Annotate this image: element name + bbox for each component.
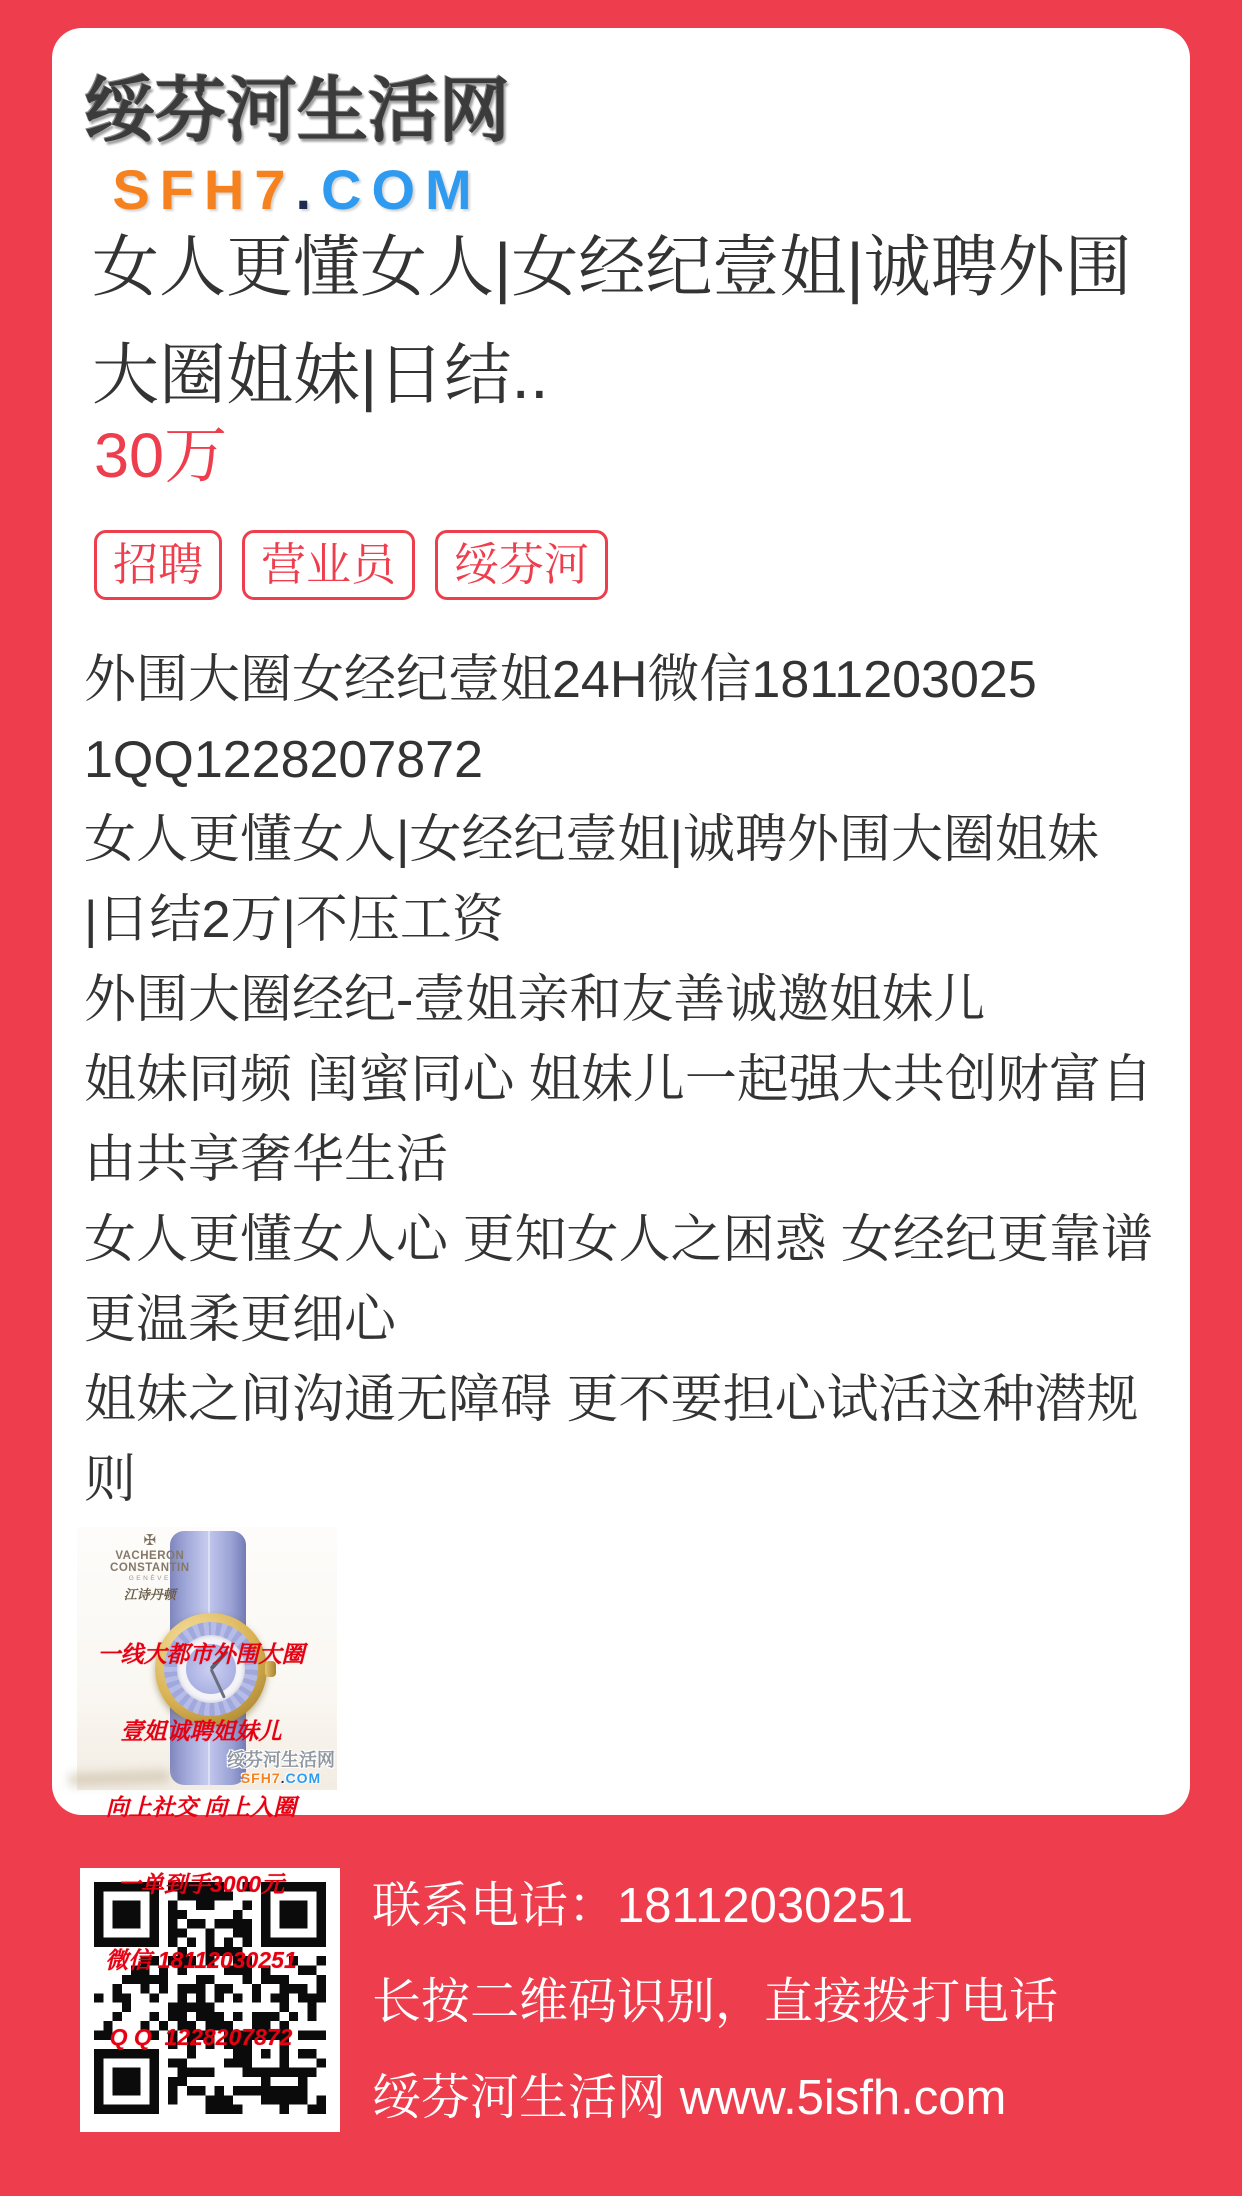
watermark-domain-name: SFH7 — [240, 1769, 281, 1786]
listing-title-line: 大圈姐妹|日结.. — [92, 338, 549, 413]
watch-brand-chinese: 江诗丹顿 — [123, 1587, 176, 1602]
listing-title-line: 女人更懂女人|女经纪壹姐|诚聘外围 — [92, 230, 1132, 305]
description-line: 外围大圈经纪-壹姐亲和友善诚邀姐妹儿 — [84, 971, 986, 1029]
watermark-domain-dot: . — [280, 1769, 286, 1786]
listing-description — [84, 640, 1174, 1520]
domain-dot: . — [295, 157, 322, 221]
description-line: |日结2万|不压工资 — [84, 891, 504, 949]
description-line: 姐妹同频 闺蜜同心 姐妹儿一起强大共创财富自 — [84, 1051, 1153, 1109]
watch-brand-origin: GENÈVE — [128, 1575, 171, 1582]
watch-brand-name: VACHERON CONSTANTIN — [110, 1550, 190, 1574]
contact-phone-line: 联系电话：18112030251 — [372, 1879, 914, 1933]
domain-name: SFH7 — [112, 157, 296, 221]
description-line: 女人更懂女人|女经纪壹姐|诚聘外围大圈姐妹 — [84, 811, 1100, 869]
site-logo-domain — [80, 157, 514, 221]
ad-overlay-line: 壹姐诚聘姐妹儿 — [120, 1717, 282, 1744]
watermark-domain — [227, 1771, 335, 1786]
footer-contact-block — [372, 1858, 1058, 2146]
ad-overlay-text — [77, 1591, 325, 2101]
description-line: 更温柔更细心 — [84, 1291, 397, 1349]
site-logo-text: 绥芬河生活网 — [83, 72, 510, 151]
ad-overlay-line: 一单到手3000元 — [117, 1870, 285, 1897]
description-line: 由共享奢华生活 — [84, 1131, 449, 1189]
footer-site-line: 绥芬河生活网 www.5isfh.com — [372, 2071, 1007, 2125]
photo-watermark — [227, 1751, 335, 1786]
salary-value: 30万 — [94, 421, 228, 491]
listing-title — [92, 214, 1172, 430]
description-line: 女人更懂女人心 更知女人之困惑 女经纪更靠谱 — [84, 1211, 1153, 1269]
domain-tld: COM — [321, 157, 482, 221]
ad-overlay-line: Q Q 1228207872 — [109, 2023, 293, 2050]
description-line: 外围大圈女经纪壹姐24H微信1811203025 — [84, 651, 1037, 709]
watermark-domain-tld: COM — [285, 1769, 322, 1786]
tag-suifenhe[interactable]: 绥芬河 — [435, 530, 608, 600]
ad-overlay-line: 向上社交 向上入圈 — [105, 1794, 297, 1820]
ad-overlay-line: 微信 18112030251 — [105, 1947, 297, 1973]
tag-recruit[interactable]: 招聘 — [94, 530, 222, 600]
qr-hint-line: 长按二维码识别，直接拨打电话 — [372, 1975, 1059, 2029]
description-line: 则 — [84, 1451, 137, 1509]
watermark-site-name: 绥芬河生活网 — [227, 1749, 335, 1770]
tag-salesclerk[interactable]: 营业员 — [242, 530, 415, 600]
tag-row — [94, 530, 608, 600]
description-line: 姐妹之间沟通无障碍 更不要担心试活这种潜规 — [84, 1371, 1139, 1429]
watch-ad-photo[interactable] — [77, 1527, 337, 2050]
ad-overlay-line: 一线大都市外围大圈 — [97, 1641, 305, 1667]
description-line: 1QQ1228207872 — [84, 731, 484, 789]
site-logo[interactable] — [80, 70, 514, 221]
maltese-cross-icon: ✠ — [143, 1532, 157, 1549]
